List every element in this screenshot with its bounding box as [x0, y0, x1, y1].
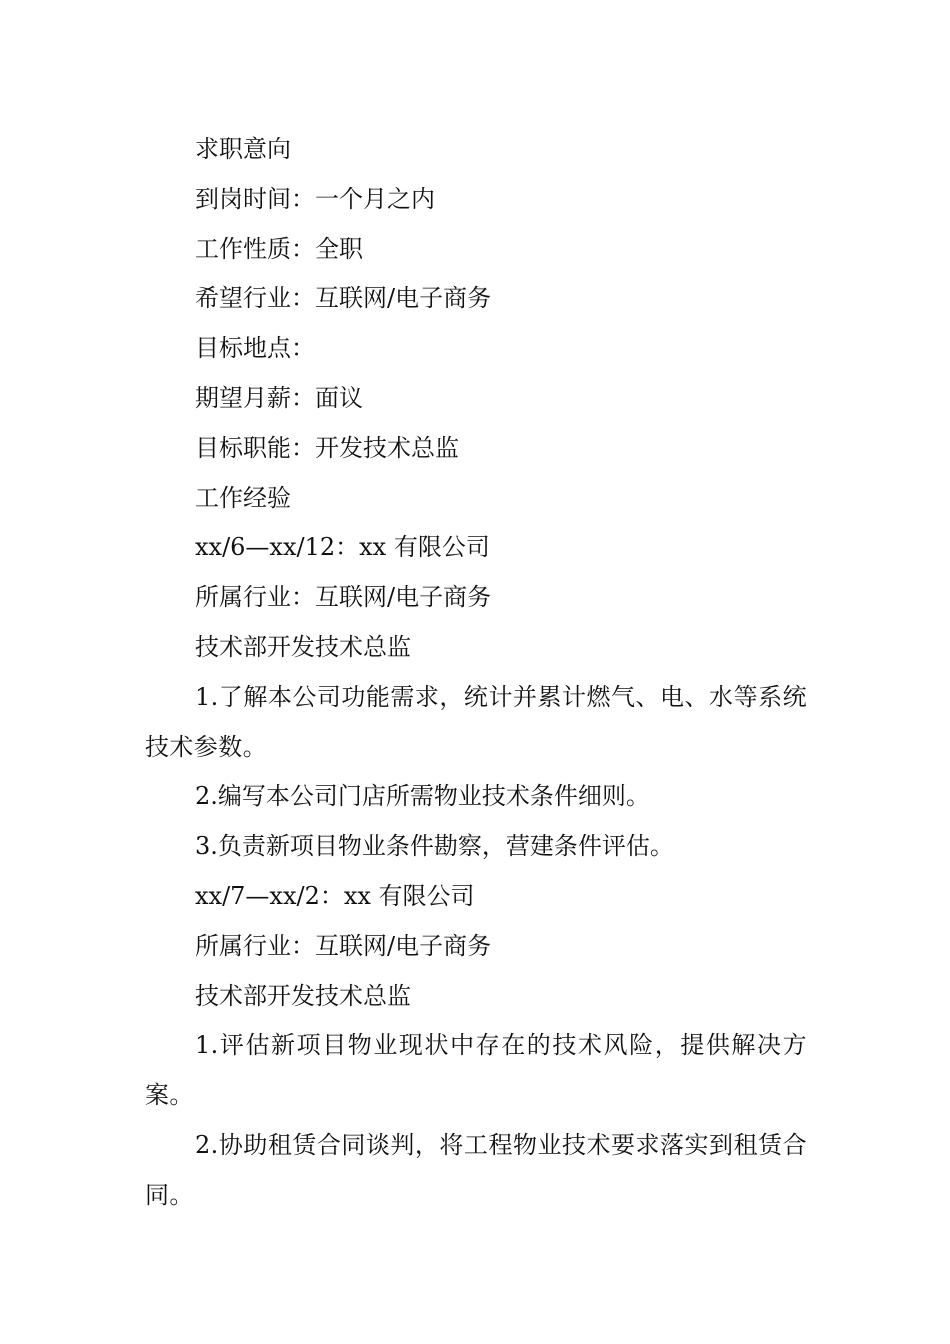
job-1-industry: 所属行业：互联网/电子商务: [195, 583, 492, 612]
desired-industry-line: 希望行业：互联网/电子商务: [195, 284, 492, 313]
target-location-line: 目标地点：: [195, 334, 315, 363]
job-type-line: 工作性质：全职: [195, 234, 363, 263]
section-heading-work-experience: 工作经验: [195, 483, 291, 512]
job-1-duty-2: 2.编写本公司门店所需物业技术条件细则。: [195, 782, 650, 811]
job-1-duty-1: 1.了解本公司功能需求，统计并累计燃气、电、水等系统技术参数。: [145, 682, 807, 761]
availability-line: 到岗时间：一个月之内: [195, 184, 435, 213]
job-2-duty-2: 2.协助租赁合同谈判，将工程物业技术要求落实到租赁合同。: [145, 1130, 807, 1209]
expected-salary-line: 期望月薪：面议: [195, 383, 363, 412]
job-2-industry: 所属行业：互联网/电子商务: [195, 931, 492, 960]
job-2-duty-1: 1.评估新项目物业现状中存在的技术风险，提供解决方案。: [145, 1031, 807, 1110]
job-1-duty-3: 3.负责新项目物业条件勘察，营建条件评估。: [195, 832, 674, 861]
section-heading-job-intention: 求职意向: [195, 135, 291, 163]
job-1-period-company: xx/6—xx/12：xx 有限公司: [195, 533, 490, 562]
job-2-period-company: xx/7—xx/2：xx 有限公司: [195, 881, 475, 910]
job-2-title: 技术部开发技术总监: [195, 981, 411, 1010]
document-page: [145, 125, 807, 1221]
job-1-title: 技术部开发技术总监: [195, 632, 411, 661]
target-function-line: 目标职能：开发技术总监: [195, 433, 459, 462]
